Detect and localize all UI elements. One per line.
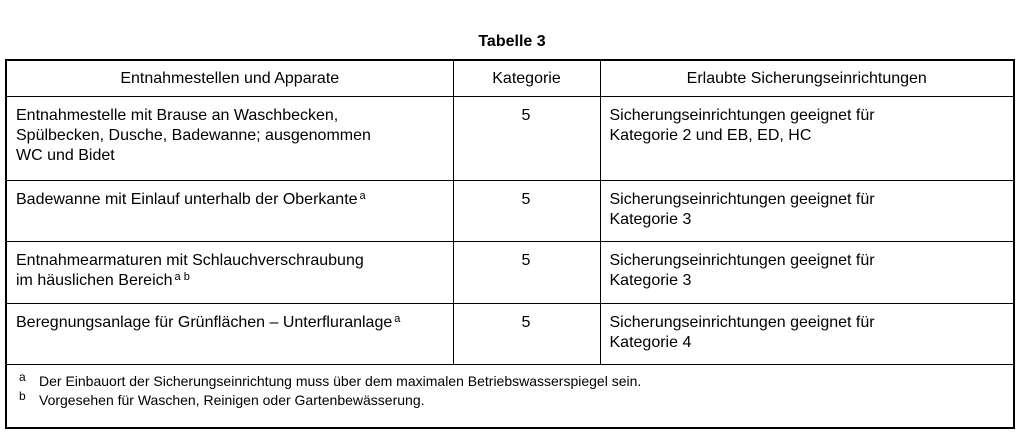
table-caption: Tabelle 3 [478, 33, 546, 50]
cell-kategorie: 5 [453, 304, 600, 365]
sicherung-line: Sicherungseinrichtungen geeignet für [609, 107, 875, 124]
apparat-line: Badewanne mit Einlauf unterhalb der Oberkante [16, 191, 358, 208]
cell-apparat [6, 97, 453, 181]
table-row [6, 242, 1014, 304]
sicherung-line: Kategorie 3 [609, 272, 692, 289]
footnote-ref: a [394, 313, 401, 325]
requirements-table [5, 59, 1015, 429]
footnote [19, 391, 1003, 410]
cell-kategorie: 5 [453, 97, 600, 181]
footnote [19, 372, 1003, 391]
table-header-row [6, 60, 1014, 97]
cell-sicherung [600, 304, 1014, 365]
cell-apparat [6, 304, 453, 365]
apparat-line: WC und Bidet [16, 147, 115, 164]
sicherung-line: Sicherungseinrichtungen geeignet für [609, 314, 875, 331]
footnotes-row [6, 365, 1014, 429]
sicherung-line: Kategorie 3 [609, 211, 692, 228]
cell-sicherung [600, 181, 1014, 242]
sicherung-line: Kategorie 4 [609, 334, 692, 351]
sicherung-line: Kategorie 2 und EB, ED, HC [609, 127, 812, 144]
cell-apparat [6, 181, 453, 242]
header-sicherungseinrichtungen: Erlaubte Sicherungseinrichtungen [600, 60, 1014, 97]
apparat-line: im häuslichen Bereich [16, 272, 173, 289]
table-row [6, 181, 1014, 242]
sicherung-line: Sicherungseinrichtungen geeignet für [609, 252, 875, 269]
cell-kategorie: 5 [453, 242, 600, 304]
table-row [6, 304, 1014, 365]
footnote-ref: a b [174, 271, 190, 283]
header-entnahmestellen: Entnahmestellen und Apparate [6, 60, 453, 97]
apparat-line: Entnahmestelle mit Brause an Waschbecken, [16, 107, 339, 124]
apparat-line: Beregnungsanlage für Grünflächen – Unterfluranlage [16, 314, 393, 331]
footnote-mark: a [19, 370, 26, 384]
footnotes-cell [6, 365, 1014, 429]
footnote-ref: a [359, 190, 366, 202]
apparat-line: Entnahmearmaturen mit Schlauchverschraubung [16, 252, 364, 269]
footnote-text: Vorgesehen für Waschen, Reinigen oder Gartenbewässerung. [39, 392, 425, 408]
sicherung-line: Sicherungseinrichtungen geeignet für [609, 191, 875, 208]
cell-sicherung [600, 97, 1014, 181]
table-row [6, 97, 1014, 181]
apparat-line: Spülbecken, Dusche, Badewanne; ausgenommen [16, 127, 371, 144]
footnote-mark: b [19, 389, 26, 403]
header-kategorie: Kategorie [453, 60, 600, 97]
footnote-text: Der Einbauort der Sicherungseinrichtung muss über dem maximalen Betriebswasserspiegel sein. [39, 373, 642, 389]
cell-apparat [6, 242, 453, 304]
cell-sicherung [600, 242, 1014, 304]
cell-kategorie: 5 [453, 181, 600, 242]
